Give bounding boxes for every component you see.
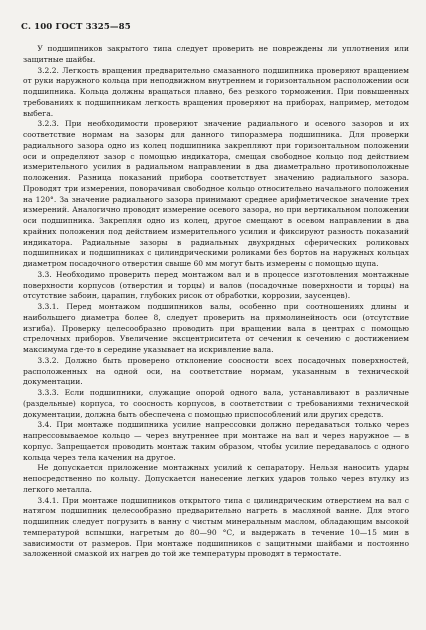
paragraph-3-2-3: 3.2.3. При необходимости проверяют значение радиального и осевого зазоров и их соответствие нормам на зазоры для данного типоразмера подшипника. Для проверки радиального зазора одно из колец подшипника закрепляют при горизонтальном положении оси и определяют зазор с помощью индикатора, смещая свободное кольцо под действием измерительного усилия в радиальном направлении в два диаметрально противоположные положения. Разница показаний прибора соответствует значению радиального зазора. Проводят три измерения, поворачивая свободное кольцо относительно начального положения на 120°. За значение радиального зазора принимают среднее арифметическое значение трех измерений. Аналогично проводят измерение осевого зазора, но при вертикальном положении оси подшипника. Закрепляя одно из колец, другое смещают в осевом направлении в два крайних положения под действием измерительного усилия и фиксируют разность показаний индикатора. Радиальные зазоры в радиальных двухрядных сферических роликовых подшипниках и подшипниках с цилиндрическими роликами без бортов на наружных кольцах диаметром посадочного отверстия свыше 60 мм могут быть измерены с помощью щупа. xyxy=(23,119,409,268)
paragraph-3-4: 3.4. При монтаже подшипника усилие напрессовки должно передаваться только через напрессовываемое кольцо — через внутреннее при монтаже на вал и через наружное — в корпус. Запрещается проводить монтаж таким образом, чтобы усилие передавалось с одного кольца через тела качения на другое. xyxy=(23,420,409,462)
document-body xyxy=(23,44,409,560)
paragraph-sealed-bearings: У подшипников закрытого типа следует проверить не повреждены ли уплотнения или защитные шайбы. xyxy=(23,44,409,64)
page-number: С. 100 xyxy=(21,22,53,32)
paragraph-3-4-1: 3.4.1. При монтаже подшипников открытого типа с цилиндрическим отверстием на вал с натягом подшипник целесообразно предварительно нагреть в масляной ванне. Для этого подшипник следует погрузить в ванну с чистым минеральным маслом, обладающим высокой температурой вспышки, нагретым до 80—90 °С, и выдержать в течение 10—15 мин в зависимости от размеров. При монтаже подшипников с защитными шайбами и постоянно заложенной смазкой их нагрев до той же температуры проводят в термостате. xyxy=(23,495,409,559)
standard-designation: ГОСТ 3325—85 xyxy=(55,22,131,32)
paragraph-3-3-3: 3.3.3. Если подшипники, служащие опорой одного вала, устанавливают в различные (раздельные) корпуса, то соосность корпусов, в соответствии с требованиями технической документации, должна быть обеспечена с помощью приспособлений или других средств. xyxy=(23,388,409,419)
page-header xyxy=(21,22,131,32)
paragraph-3-3: 3.3. Необходимо проверить перед монтажом вал и в процессе изготовления монтажные поверхности корпусов (отверстия и торцы) и валов (посадочные поверхности и торцы) на отсутствие забоин, царапин, глубоких рисок от обработки, коррозии, заусенцев). xyxy=(23,269,409,301)
paragraph-3-2-2: 3.2.2. Легкость вращения предварительно смазанного подшипника проверяют вращением от руки наружного кольца при неподвижном внутреннем и горизонтальном расположении оси подшипника. Кольца должны вращаться плавно, без резкого торможения. При повышенных требованиях к подшипникам легкость вращения проверяют на приборах, например, методом выбега. xyxy=(23,65,409,118)
paragraph-3-3-1: 3.3.1. Перед монтажом подшипников валы, особенно при соотношениях длины и наибольшего диаметра более 8, следует проверить на прямолинейность оси (отсутствие изгиба). Проверку целесообразно проводить при вращении вала в центрах с помощью стрелочных приборов. Увеличение эксцентриситета от сечения к сечению с достижением максимума где-то в середине указывает на искривление вала. xyxy=(23,302,409,354)
paragraph-3-3-2: 3.3.2. Должно быть проверено отклонение соосности всех посадочных поверхностей, расположенных на одной оси, на соответствие нормам, указанным в технической документации. xyxy=(23,355,409,387)
paragraph-mounting-forces: Не допускается приложение монтажных усилий к сепаратору. Нельзя наносить удары непосредственно по кольцу. Допускается нанесение легких ударов только через втулку из легкого металла. xyxy=(23,463,409,494)
